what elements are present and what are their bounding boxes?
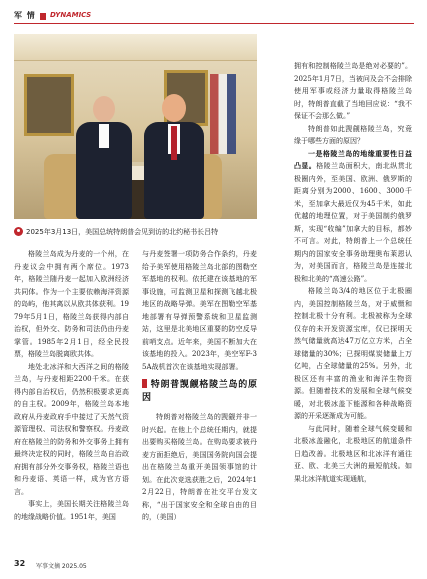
caption-text: 2025年3月13日，美国总统特朗普会见到访的北约秘书长吕特: [26, 228, 219, 236]
paragraph: 事实上，美国长期关注格陵兰岛的地缘战略价值。1951年，美国: [14, 500, 129, 521]
section-english: DYNAMICS: [50, 11, 92, 19]
page-number: 32: [14, 559, 26, 568]
paragraph: 格陵兰岛成为丹麦的一个州，在丹麦议会中拥有两个席位。1973年，格陵兰随丹麦一起加入欧洲经济共同体。作为一个主要依赖海洋资源的岛屿，他其离以从欧共体获利。1979年5月1日，格陵兰岛获得内部自治权，但外交、防务和司法仍由丹麦掌管。1985年2月1日，经全民投票，格陵兰岛脱离欧共体。: [14, 250, 129, 358]
photo-painting-left: [24, 74, 74, 136]
page-header: [14, 10, 414, 24]
photo-flag: [210, 74, 236, 154]
column-2: [142, 248, 257, 524]
paragraph: 特朗普如此觊觎格陵兰岛，究竟缘于哪些方面的原因？: [294, 124, 412, 145]
section-heading: [142, 379, 257, 405]
paragraph-text: 格陵兰岛面积大，南北纵贯北极圈内外，至美国、欧洲、俄罗斯的距离分别为2000、1600、3000千米，至加拿大最近仅为45千米，如此优越的地理位置，对于美国制约俄罗斯，实现“收编”加拿大的目标，都妙不可言。对此，特朗普上一个总统任期内的国家安全事务助理奥布莱恩认为，对美国而言，格陵兰岛是连接北极和北美的“高速公路”。: [294, 162, 413, 283]
paragraph: [294, 148, 412, 286]
photo-caption: [14, 225, 257, 239]
photo-person-left: [74, 96, 134, 219]
paragraph: 格陵兰岛3/4的地区位于北极圈内，美国控制格陵兰岛，对于威慑和控制北极十分有利。北极被称为全球仅存的未开发资源宝库，仅已探明天然气储量就高达47万亿立方米，占全球储量的30%；已探明煤炭储量上万亿吨，占全球储量的25%。另外，北极区还有丰富的渔业和海洋生物资源。但随着技术的发展和全球气候变暖，对北极冰盖下能源和各种战略资源的开采逐渐成为可能。: [294, 287, 412, 420]
heading-marker: [142, 379, 147, 388]
publication-info: 军事文摘 2025.05: [36, 563, 87, 570]
paragraph: 与此同时，随着全球气候变暖和北极冰盖融化，北极地区的航道条件日趋改善。北极地区和北冰洋有通往亚、欧、北美三大洲的最短航线。如果北冰洋航道实现通航，: [294, 424, 412, 483]
news-photo: [14, 34, 257, 219]
column-3: [294, 60, 412, 485]
section-heading-text: 特朗普觊觎格陵兰岛的原因: [142, 380, 257, 403]
photo-ceiling-molding: [14, 34, 257, 61]
photo-person-right-tie: [171, 126, 177, 160]
caption-bullet-icon: [14, 227, 23, 236]
paragraph: 地处北冰洋和大西洋之间的格陵兰岛，与丹麦相距2200千米。在获得内部自治权后，仍然积极要求更高的自主权。2009年，格陵兰岛本地政府从丹麦政府手中接过了天然气资源管理权、司法权和警察权。丹麦政府在格陵兰的防务和外交事务上拥有最终决定权的同时，格陵兰岛自治政府拥有部分外交事务权，格陵兰语也和丹麦语、英语一样，成为官方语言。: [14, 362, 129, 496]
paragraph: 拥有和控制格陵兰岛是绝对必要的”。2025年1月7日，当被问及会不会排除使用军事或经济力量取得格陵兰岛时，特朗普直截了当地回应说：“我不保证不会那么做。”: [294, 62, 412, 120]
paragraph: 与丹麦签署一项防务合作条约，丹麦给予美军使用格陵兰岛北部的图勒空军基地的权利。依托建在该基地的军事设施，可监测卫星和探测飞越北极地区的战略导弹。美军在图勒空军基地部署有导弹预警系统和卫星监测站，这里是北美地区重要的防空反导前哨支点。近年来，美国不断加大在该基地的投入。2023年，美空军F-35A战机首次在该基地实现部署。: [142, 250, 257, 371]
bold-lead: 一是格陵兰岛的地缘重要性日益凸显。: [294, 148, 412, 170]
header-rule: [14, 23, 414, 24]
photo-person-left-shirt: [99, 124, 109, 148]
paragraph: 特朗普对格陵兰岛的觊觎并非一时兴起。在他上个总统任期内，就提出要购买格陵兰岛。在购岛要求被丹麦方面拒绝后，美国国务院向国会提出在格陵兰岛重开美国领事馆的计划。在此次竞选获胜之后，2024年12月22日，特朗普在社交平台发文称，“出于国家安全和全球自由的目的，（美国）: [142, 413, 257, 521]
photo-person-right-head: [162, 94, 186, 122]
column-1: [14, 248, 129, 523]
photo-person-left-head: [93, 96, 115, 122]
section-name: 军 情: [14, 11, 36, 20]
page-footer: [14, 559, 414, 571]
photo-person-right: [142, 94, 206, 219]
section-marker: [40, 13, 46, 20]
